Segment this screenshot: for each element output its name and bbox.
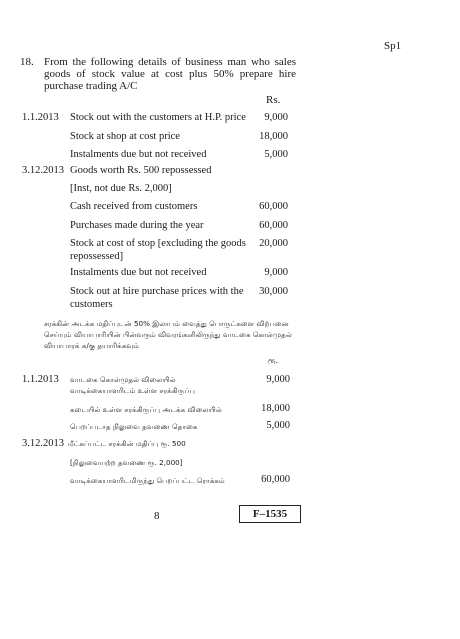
row-amount: 9,000 [264,267,288,278]
tamil-intro: சரக்கின் அடக்க மதிப்புடன் 50% இலாபம் வைத்து பொருட்களை விற்பனை செய்யும் வியாபாரியின் பின்வரும் விவரங்களிலிருந்து வாடகை கொள்முதல் வியாபாரக் க/கு தயாரிக்கவும் [44,319,292,350]
row-date: 1.1.2013 [22,374,59,385]
tamil-currency-header: ரூ. [268,356,279,365]
row-desc: Goods worth Rs. 500 repossessed [70,165,212,176]
row-desc: பெறப்படாத நிலுவை தவணை தொகை [70,422,198,431]
row-amount: 18,000 [261,403,290,414]
row-amount: 60,000 [259,220,288,231]
row-date: 3.12.2013 [22,438,64,449]
page-number: 8 [154,510,160,522]
row-desc: வாடிக்கையாளரிடமிருந்து பெறப்பட்ட ரொக்கம் [70,476,225,485]
page-header-code: Sp1 [384,40,402,52]
row-desc: Instalments due but not received [70,267,207,278]
question-text: From the following details of business man who sales goods of stock value at cost plus 50% prepare hire purchase trading A/C [44,56,296,92]
row-desc: Cash received from customers [70,201,198,212]
question-number: 18. [20,56,34,68]
row-desc: Stock out at hire purchase prices with the customers [70,286,244,310]
row-desc: Instalments due but not received [70,149,207,160]
row-desc: Stock out with the customers at H.P. price [70,112,246,123]
row-amount: 5,000 [266,420,290,431]
row-desc: [Inst, not due Rs. 2,000] [70,183,172,194]
row-desc: [நிலுவையற்ற தவணை ரூ. 2,000] [70,458,183,467]
row-date: 1.1.2013 [22,112,59,123]
row-amount: 20,000 [259,238,288,249]
row-amount: 60,000 [261,474,290,485]
row-desc: Stock at cost of stop [excluding the goods repossessed] [70,238,246,262]
row-amount: 9,000 [266,374,290,385]
row-desc: Stock at shop at cost price [70,131,180,142]
currency-header: Rs. [266,94,281,106]
paper-code-box: F–1535 [239,505,301,523]
row-amount: 18,000 [259,131,288,142]
row-desc: கடையில் உள்ள சரக்கிருப்பு அடக்க விலையில் [70,405,222,414]
row-desc: Purchases made during the year [70,220,204,231]
row-amount: 5,000 [264,149,288,160]
row-desc: மீட்கப்பட்ட சரக்கின் மதிப்பு ரூ. 500 [68,439,186,448]
row-amount: 60,000 [259,201,288,212]
row-amount: 30,000 [259,286,288,297]
row-date: 3.12.2013 [22,165,64,176]
row-amount: 9,000 [264,112,288,123]
row-desc: வாடகை கொள்முதல் விலையில் வாடிக்கையாளரிடம் உள்ள சரக்கிருப்பு [70,375,196,395]
